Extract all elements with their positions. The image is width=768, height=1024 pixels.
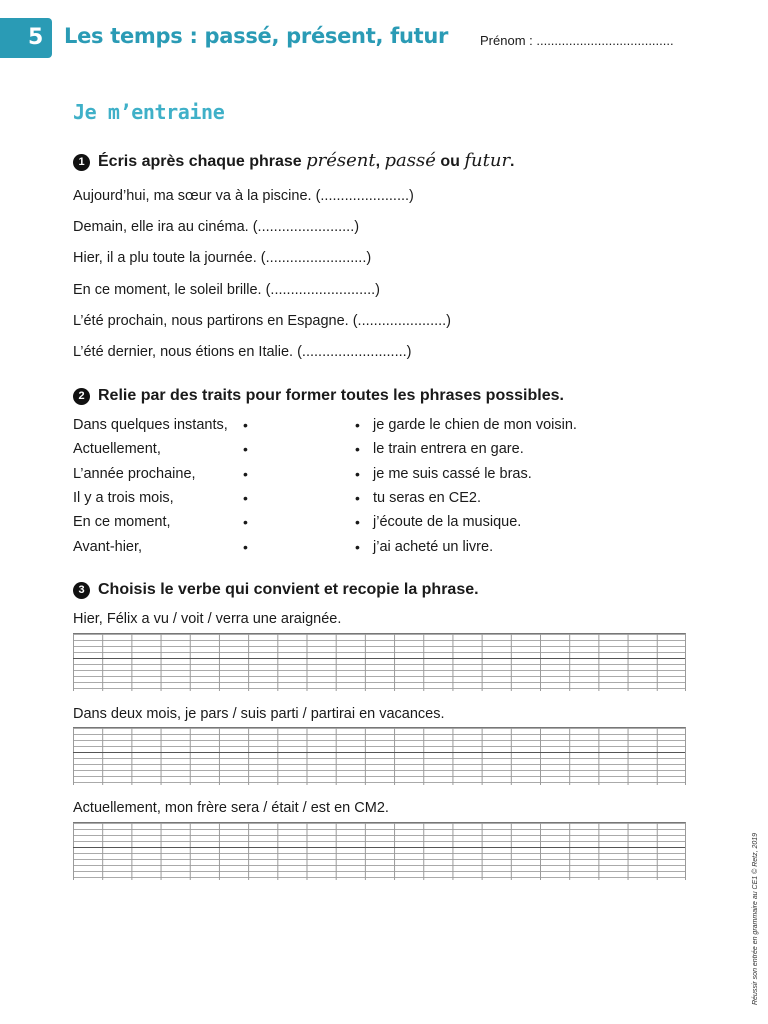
exercise-3-instruction [73,581,479,599]
exercise-2-instruction [73,387,564,405]
left-phrase: Dans quelques instants, [73,417,228,433]
right-connect-dot[interactable]: • [355,514,360,530]
exercise-3-prompt: Actuellement, mon frère sera / était / est en CM2. [73,800,389,816]
chapter-number-tab: 5 [0,18,52,58]
exercise-2-number: 2 [73,388,90,405]
exercise-1-instruction [73,150,515,171]
section-heading: Je m’entraine [73,100,225,124]
exercise-1-sentence[interactable]: L’été prochain, nous partirons en Espagne. (......................) [73,313,452,329]
exercise-1-sentence[interactable]: En ce moment, le soleil brille. (..........................) [73,282,381,298]
instruction-end: . [510,153,515,170]
word-futur: futur [464,150,511,171]
copyright-credit: Réussir son entrée en grammaire au CE1 © Retz, 2019 [752,832,759,1005]
baseline-rule [73,847,685,848]
exercise-3-number: 3 [73,582,90,599]
word-ou: ou [440,153,460,170]
left-phrase: Il y a trois mois, [73,490,174,506]
exercise-1-number: 1 [73,154,90,171]
writing-grid[interactable] [73,727,686,785]
left-connect-dot[interactable]: • [243,514,248,530]
separator: , [375,153,381,170]
right-connect-dot[interactable]: • [355,417,360,433]
exercise-3-prompt: Hier, Félix a vu / voit / verra une araignée. [73,611,342,627]
baseline-rule [73,752,685,753]
prenom-field[interactable]: Prénom : ...................................... [480,33,674,48]
left-connect-dot[interactable]: • [243,490,248,506]
exercise-2-instruction-text: Relie par des traits pour former toutes les phrases possibles. [98,387,564,404]
left-connect-dot[interactable]: • [243,417,248,433]
right-phrase: je me suis cassé le bras. [373,466,532,482]
exercise-3-instruction-text: Choisis le verbe qui convient et recopie la phrase. [98,581,479,598]
exercise-1-sentence[interactable]: Aujourd’hui, ma sœur va à la piscine. (......................) [73,188,414,204]
word-present: présent [306,150,376,171]
right-phrase: tu seras en CE2. [373,490,481,506]
right-phrase: le train entrera en gare. [373,441,524,457]
left-connect-dot[interactable]: • [243,466,248,482]
left-phrase: En ce moment, [73,514,171,530]
left-connect-dot[interactable]: • [243,539,248,555]
exercise-3-prompt: Dans deux mois, je pars / suis parti / partirai en vacances. [73,706,445,722]
right-phrase: je garde le chien de mon voisin. [373,417,577,433]
exercise-1-instruction-text: Écris après chaque phrase [98,153,302,170]
left-phrase: Avant-hier, [73,539,143,555]
exercise-1-sentence[interactable]: L’été dernier, nous étions en Italie. (..........................) [73,344,412,360]
baseline-rule [73,658,685,659]
writing-grid[interactable] [73,633,686,691]
left-phrase: Actuellement, [73,441,161,457]
exercise-1-sentence[interactable]: Demain, elle ira au cinéma. (........................) [73,219,360,235]
writing-grid[interactable] [73,822,686,880]
word-passe: passé [384,150,436,171]
left-phrase: L’année prochaine, [73,466,196,482]
right-connect-dot[interactable]: • [355,441,360,457]
right-connect-dot[interactable]: • [355,466,360,482]
right-connect-dot[interactable]: • [355,490,360,506]
right-connect-dot[interactable]: • [355,539,360,555]
right-phrase: j’écoute de la musique. [373,514,522,530]
right-phrase: j’ai acheté un livre. [373,539,494,555]
left-connect-dot[interactable]: • [243,441,248,457]
page-title: Les temps : passé, présent, futur [64,24,449,48]
exercise-1-sentence[interactable]: Hier, il a plu toute la journée. (.........................) [73,250,372,266]
